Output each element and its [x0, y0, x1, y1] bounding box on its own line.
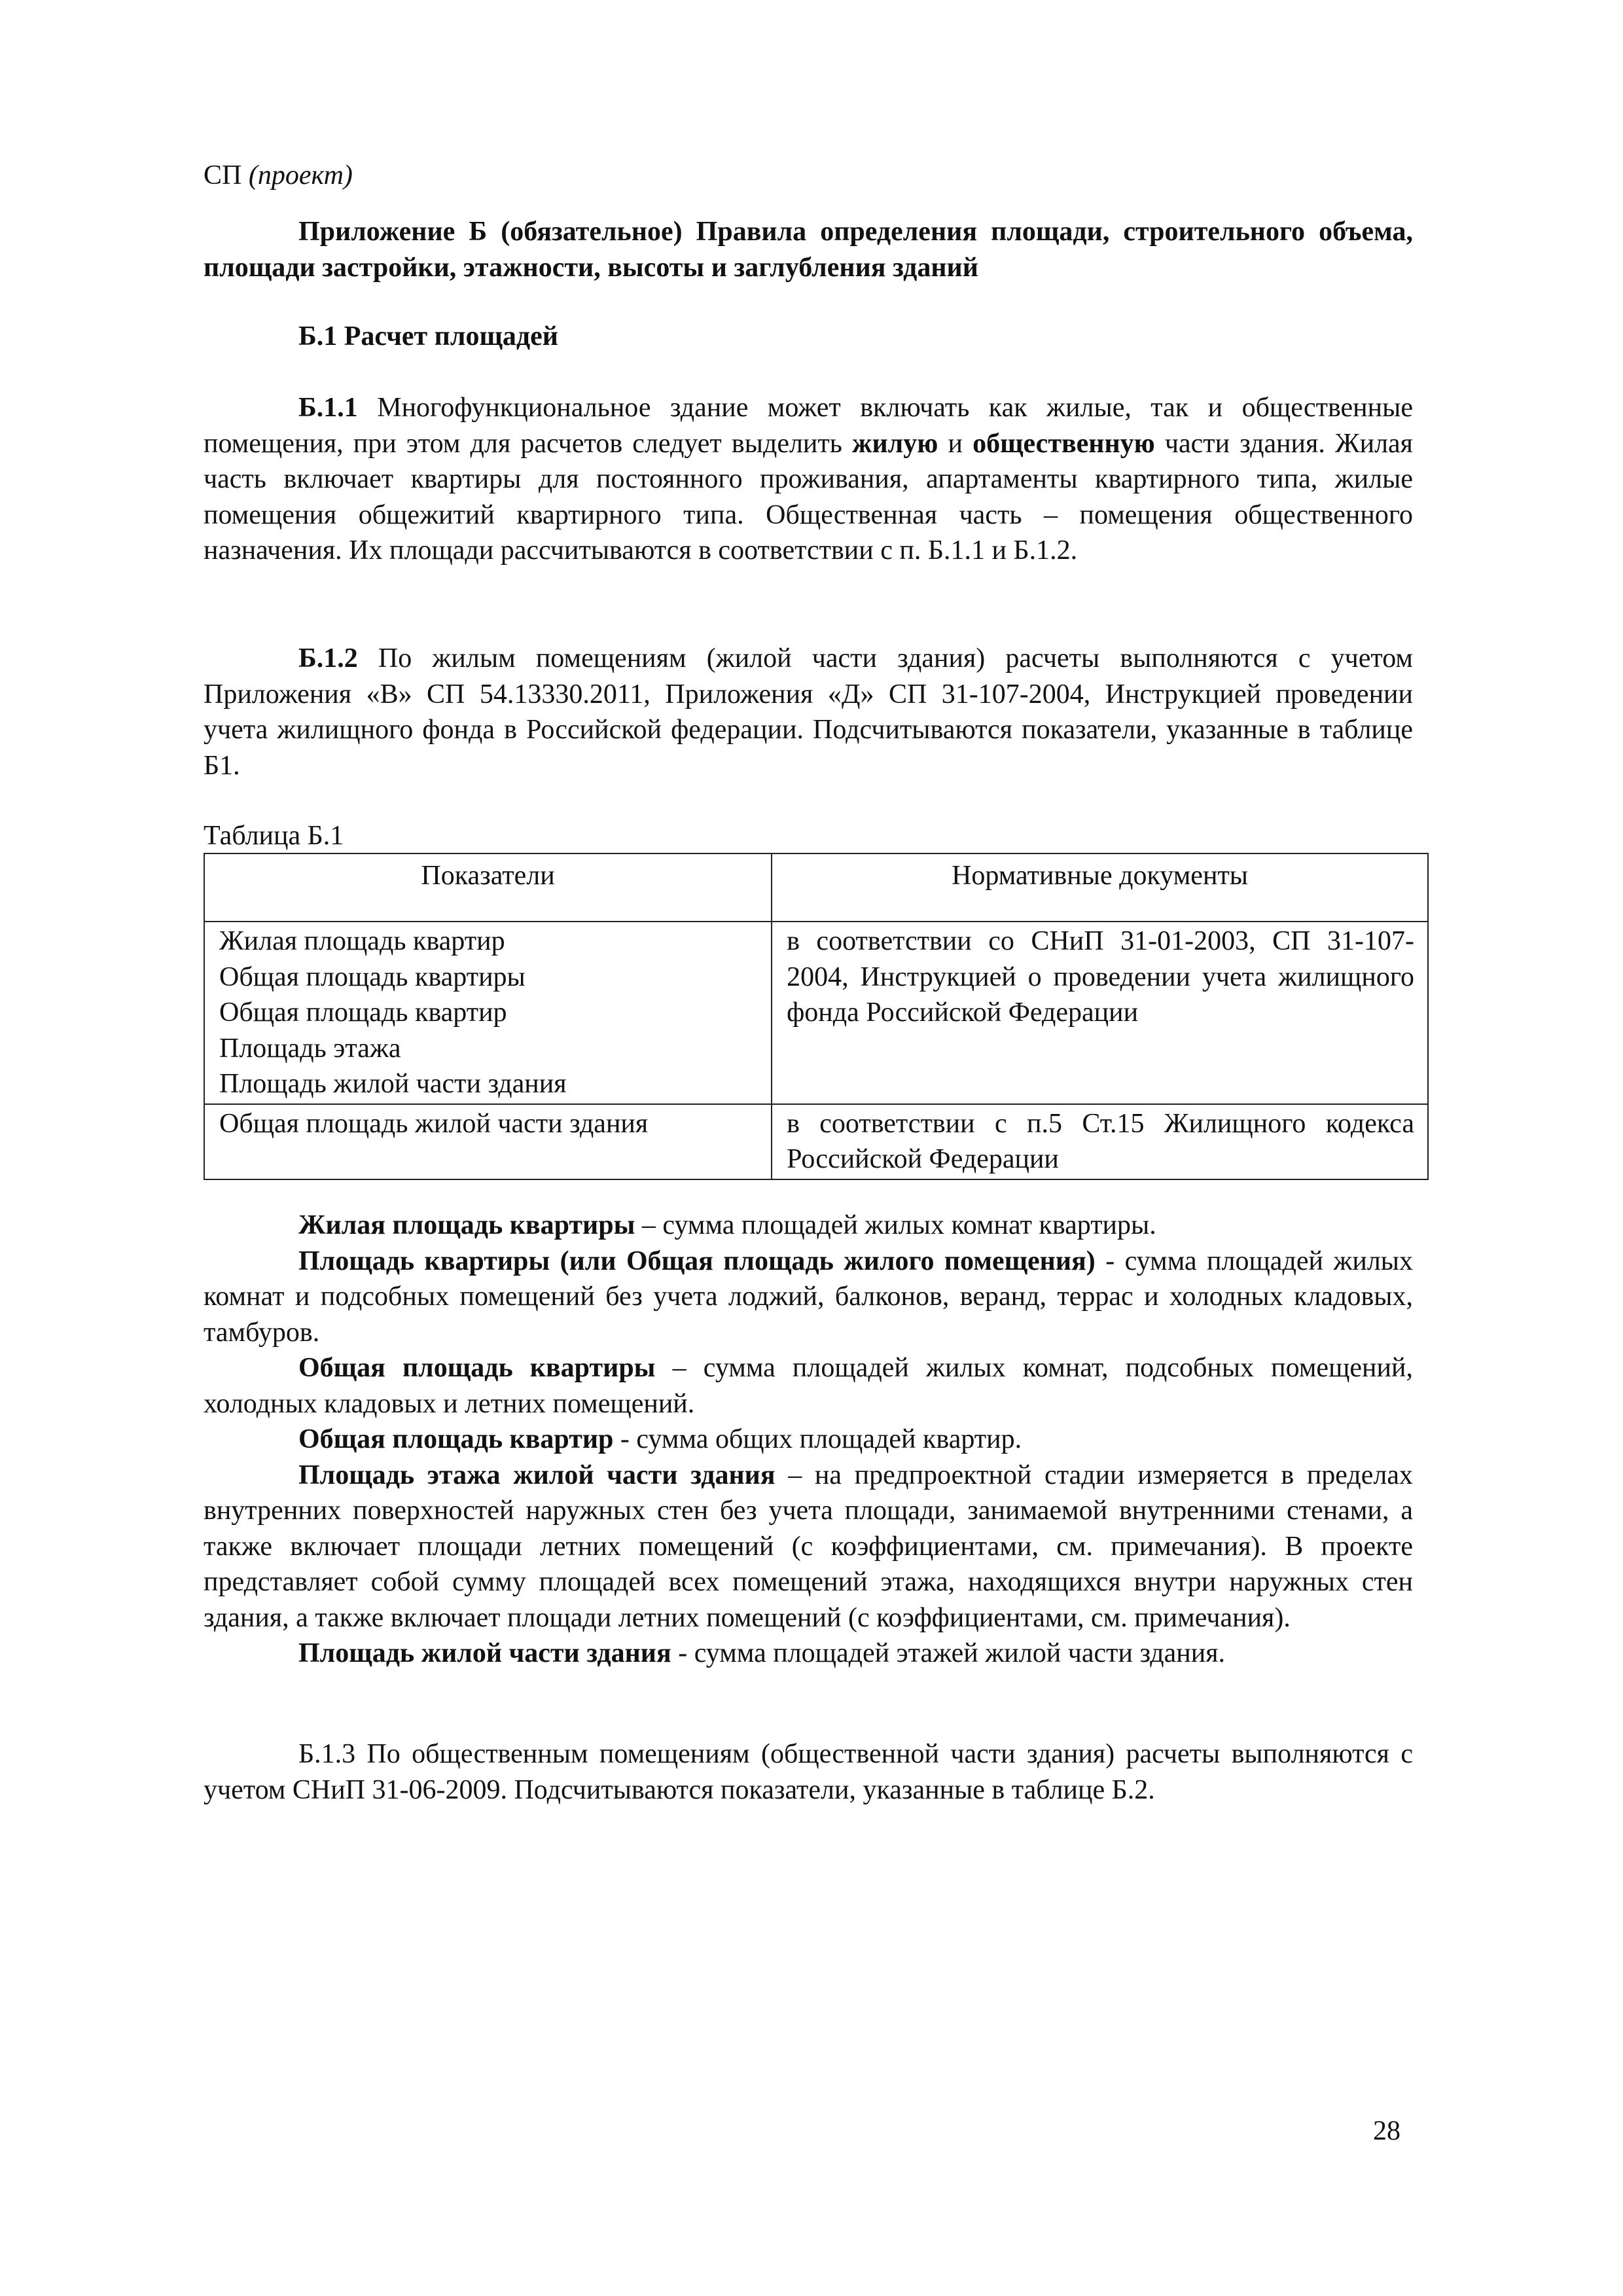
page-number: 28: [1373, 2116, 1400, 2146]
section-title: Б.1 Расчет площадей: [298, 321, 558, 351]
definition-item: [204, 1244, 1413, 1351]
indicator-item: Общая площадь квартиры: [219, 961, 526, 992]
definition-item: [204, 1350, 1413, 1422]
indicator-item: Жилая площадь квартир: [219, 926, 505, 956]
definition-term: Площадь этажа жилой части здания: [298, 1460, 776, 1490]
emphasis-public: общественную: [972, 428, 1155, 459]
definition-term: Площадь квартиры (или Общая площадь жилого помещения): [298, 1246, 1096, 1276]
indicators-table: [204, 853, 1429, 1180]
definitions-block: [0, 1208, 1414, 1672]
appendix-title: Приложение Б (обязательное) Правила определения площади, строительного объема, площади застройки, этажности, высоты и заглубления зданий: [204, 217, 1413, 283]
table-cell-documents: в соответствии с п.5 Ст.15 Жилищного кодекса Российской Федерации: [772, 1104, 1428, 1179]
indicator-item: Площадь этажа: [219, 1033, 401, 1064]
definition-text: - сумма площадей этажей жилой части здания.: [671, 1638, 1226, 1668]
header-note: (проект): [248, 160, 353, 190]
paragraph-b-1-1: [204, 390, 1413, 569]
table-row: [204, 922, 1428, 1104]
definition-text: – сумма площадей жилых комнат, подсобных помещений, холодных кладовых и летних помещений.: [204, 1353, 1413, 1419]
definition-item: [204, 1636, 1413, 1672]
definition-term: Общая площадь квартир: [298, 1424, 614, 1454]
column-header-indicators: Показатели: [204, 853, 772, 922]
header-code: СП: [204, 160, 242, 190]
indicator-item: Площадь жилой части здания: [219, 1069, 567, 1099]
indicator-item: Общая площадь квартир: [219, 997, 507, 1028]
definition-text: - сумма площадей жилых комнат и подсобных помещений без учета лоджий, балконов, веранд, террас и холодных кладовых, тамбуров.: [204, 1246, 1414, 1348]
definition-term: Жилая площадь квартиры: [298, 1210, 635, 1240]
table-cell-documents: в соответствии со СНиП 31-01-2003, СП 31-107-2004, Инструкцией о проведении учета жилищного фонда Российской Федерации: [772, 922, 1428, 1104]
paragraph-b-1-3: Б.1.3 По общественным помещениям (общественной части здания) расчеты выполняются с учетом СНиП 31-06-2009. Подсчитываются показатели, указанные в таблице Б.2.: [204, 1739, 1413, 1805]
table-header-row: [204, 853, 1428, 922]
paragraph-text: Многофункциональное здание может включать как жилые, так и общественные помещения, при этом для расчетов следует выделить: [204, 393, 1413, 459]
definition-term: Площадь жилой части здания: [298, 1638, 671, 1668]
clause-number: Б.1.2: [298, 643, 358, 673]
paragraph-text: По жилым помещениям (жилой части здания) расчеты выполняются с учетом Приложения «В» СП 54.13330.2011, Приложения «Д» СП 31-107-2004, Инструкцией проведении учета жилищного фонда в Российской федерации. Подсчитываются показатели, указанные в таблице Б1.: [204, 643, 1413, 781]
definition-item: [204, 1208, 1413, 1244]
table-cell-indicators: Общая площадь жилой части здания: [204, 1104, 772, 1179]
paragraph-text: и: [938, 428, 973, 459]
table-caption: Таблица Б.1: [204, 821, 344, 851]
emphasis-residential: жилую: [852, 428, 938, 459]
clause-number: Б.1.1: [298, 393, 358, 423]
definition-text: – на предпроектной стадии измеряется в пределах внутренних поверхностей наружных стен без учета площади, занимаемой внутренними стенами, а также включает площади летних помещений (с коэффициентами, см. примечания). В проекте представляет собой сумму площадей всех помещений этажа, находящихся внутри наружных стен здания, а также включает площади летних помещений (с коэффициентами, см. примечания).: [204, 1460, 1413, 1633]
definition-term: Общая площадь квартиры: [298, 1353, 656, 1383]
table-row: [204, 1104, 1428, 1179]
definition-text: - сумма общих площадей квартир.: [613, 1424, 1022, 1454]
definition-text: – сумма площадей жилых комнат квартиры.: [635, 1210, 1156, 1240]
column-header-documents: Нормативные документы: [772, 853, 1428, 922]
document-header: [204, 157, 353, 194]
paragraph-b-1-2: [204, 641, 1413, 783]
definition-item: [204, 1458, 1413, 1636]
paragraph-text: части здания. Жилая часть включает квартиры для постоянного проживания, апартаменты квартирного типа, жилые помещения общежитий квартирного типа. Общественная часть – помещения общественного назначения. Их площади рассчитываются в соответствии с п. Б.1.1 и Б.1.2.: [204, 428, 1413, 565]
table-cell-indicators: [204, 922, 772, 1104]
definition-item: [204, 1422, 1413, 1458]
